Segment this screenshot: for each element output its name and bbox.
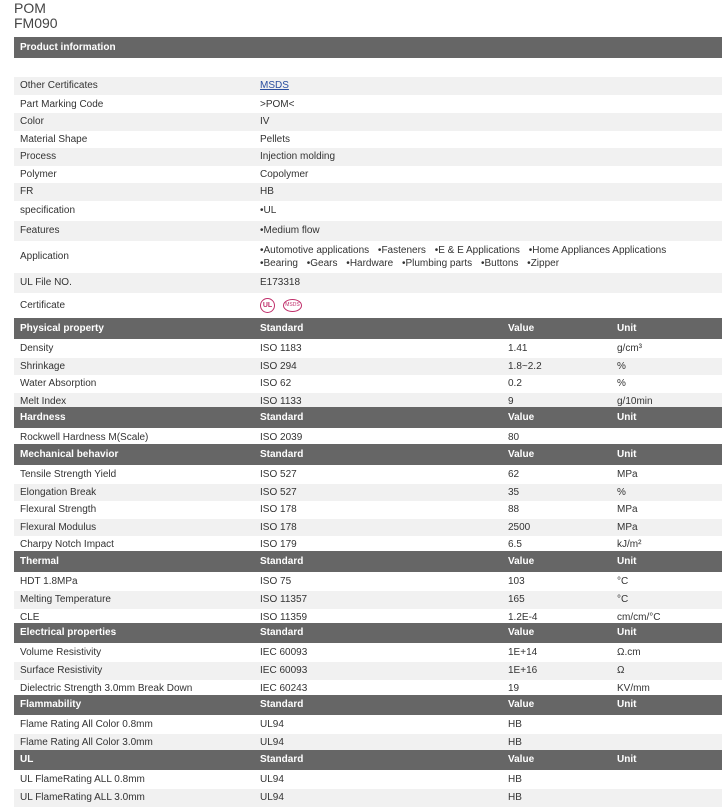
property-row bbox=[14, 519, 722, 537]
column-header-unit: Unit bbox=[617, 627, 637, 638]
section-header bbox=[14, 695, 722, 715]
property-unit: g/10min bbox=[617, 395, 653, 407]
property-name: Dielectric Strength 3.0mm Break Down bbox=[20, 683, 193, 694]
property-value: HB bbox=[508, 792, 522, 803]
property-name: Water Absorption bbox=[20, 378, 97, 389]
property-value: 0.2 bbox=[508, 378, 522, 389]
application-line-1 bbox=[260, 245, 666, 257]
property-unit: °C bbox=[617, 594, 629, 605]
application-item: • Home Appliances Applications bbox=[529, 245, 667, 256]
column-header-value: Value bbox=[508, 754, 535, 765]
specification-item: • UL bbox=[260, 201, 276, 221]
property-unit: g/cm³ bbox=[617, 343, 642, 354]
info-label: Certificate bbox=[20, 300, 66, 311]
product-grade-title: FM090 bbox=[14, 15, 58, 31]
info-row-polymer bbox=[14, 166, 722, 183]
property-name: Rockwell Hardness M(Scale) bbox=[20, 432, 149, 443]
property-unit: % bbox=[617, 360, 626, 372]
info-value: E173318 bbox=[260, 277, 301, 288]
feature-item: • Medium flow bbox=[260, 221, 320, 241]
section-header bbox=[14, 750, 722, 770]
column-header-value: Value bbox=[508, 556, 535, 567]
column-header-value: Value bbox=[508, 412, 535, 423]
msds-certificate-icon[interactable]: MSDS bbox=[283, 299, 302, 312]
info-value: Pellets bbox=[260, 134, 291, 145]
application-item: • Fasteners bbox=[378, 245, 426, 256]
property-row bbox=[14, 573, 722, 591]
property-unit: °C bbox=[617, 576, 629, 587]
property-row bbox=[14, 591, 722, 609]
property-row bbox=[14, 501, 722, 519]
section-title: UL bbox=[20, 754, 34, 765]
column-header-standard: Standard bbox=[260, 412, 304, 423]
column-header-standard: Standard bbox=[260, 449, 304, 460]
application-line-2 bbox=[260, 258, 559, 270]
product-information-header bbox=[14, 37, 722, 58]
property-value: HB bbox=[508, 737, 522, 748]
property-unit: KV/mm bbox=[617, 683, 650, 694]
property-standard: ISO 11357 bbox=[260, 594, 308, 605]
property-name: UL FlameRating ALL 3.0mm bbox=[20, 792, 145, 803]
info-row-other-certificates bbox=[14, 77, 722, 95]
property-name: Melting Temperature bbox=[20, 594, 111, 605]
property-value: 62 bbox=[508, 469, 520, 480]
section-header bbox=[14, 407, 722, 428]
info-value: Copolymer bbox=[260, 169, 309, 180]
info-row-material-shape bbox=[14, 131, 722, 148]
property-unit: MPa bbox=[617, 504, 638, 515]
property-standard: ISO 178 bbox=[260, 504, 297, 515]
property-value: 2500 bbox=[508, 521, 531, 533]
property-standard: ISO 75 bbox=[260, 576, 292, 587]
property-unit: cm/cm/°C bbox=[617, 612, 661, 623]
property-row bbox=[14, 375, 722, 393]
column-header-standard: Standard bbox=[260, 754, 304, 765]
property-standard: ISO 11359 bbox=[260, 612, 308, 623]
application-item: • Plumbing parts bbox=[402, 258, 472, 269]
property-value: 19 bbox=[508, 683, 520, 694]
property-row bbox=[14, 789, 722, 807]
property-name: Shrinkage bbox=[20, 360, 66, 372]
property-value: 88 bbox=[508, 504, 520, 515]
application-item: • Buttons bbox=[481, 258, 518, 269]
column-header-value: Value bbox=[508, 699, 535, 710]
property-name: Elongation Break bbox=[20, 486, 97, 498]
property-standard: IEC 60093 bbox=[260, 647, 308, 658]
property-standard: ISO 1133 bbox=[260, 395, 302, 407]
column-header-unit: Unit bbox=[617, 556, 637, 567]
section-title: Flammability bbox=[20, 699, 82, 710]
column-header-unit: Unit bbox=[617, 323, 637, 334]
property-unit: % bbox=[617, 378, 626, 389]
section-title: Thermal bbox=[20, 556, 59, 567]
ul-certificate-icon[interactable]: UL bbox=[260, 298, 275, 313]
application-item: • Gears bbox=[307, 258, 338, 269]
property-value: 103 bbox=[508, 576, 525, 587]
property-name: Flexural Modulus bbox=[20, 521, 97, 533]
property-row bbox=[14, 466, 722, 484]
property-value: 80 bbox=[508, 432, 520, 443]
section-header bbox=[14, 444, 722, 465]
info-value: HB bbox=[260, 186, 274, 197]
info-row-process bbox=[14, 148, 722, 166]
info-label: Features bbox=[20, 225, 60, 236]
section-title: Physical property bbox=[20, 323, 104, 334]
column-header-unit: Unit bbox=[617, 699, 637, 710]
application-item: • Automotive applications bbox=[260, 245, 369, 256]
info-row-application bbox=[14, 242, 722, 272]
property-name: Melt Index bbox=[20, 395, 67, 407]
info-row-features bbox=[14, 221, 722, 241]
property-name: Charpy Notch Impact bbox=[20, 539, 114, 550]
property-unit: Ω.cm bbox=[617, 647, 641, 658]
section-header bbox=[14, 318, 722, 339]
property-value: 1E+16 bbox=[508, 665, 538, 676]
column-header-value: Value bbox=[508, 627, 535, 638]
column-header-standard: Standard bbox=[260, 323, 304, 334]
info-row-fr bbox=[14, 183, 722, 201]
info-label: Other Certificates bbox=[20, 80, 98, 91]
section-title: Electrical properties bbox=[20, 627, 117, 638]
column-header-unit: Unit bbox=[617, 449, 637, 460]
property-unit: % bbox=[617, 486, 626, 498]
info-value: >POM< bbox=[260, 99, 295, 110]
property-row bbox=[14, 644, 722, 662]
property-row bbox=[14, 340, 722, 358]
property-standard: UL94 bbox=[260, 737, 284, 748]
info-label: Process bbox=[20, 151, 57, 162]
section-header bbox=[14, 551, 722, 572]
application-item: • Zipper bbox=[527, 258, 559, 269]
property-value: 1.41 bbox=[508, 343, 528, 354]
msds-link[interactable]: MSDS bbox=[260, 80, 289, 91]
property-standard: UL94 bbox=[260, 719, 284, 730]
section-title: Product information bbox=[20, 42, 116, 53]
section-header bbox=[14, 623, 722, 643]
application-item: • Hardware bbox=[346, 258, 393, 269]
property-name: CLE bbox=[20, 612, 40, 623]
column-header-standard: Standard bbox=[260, 556, 304, 567]
property-value: HB bbox=[508, 719, 522, 730]
property-standard: IEC 60093 bbox=[260, 665, 308, 676]
property-standard: UL94 bbox=[260, 774, 284, 785]
section-title: Mechanical behavior bbox=[20, 449, 119, 460]
property-unit: MPa bbox=[617, 521, 638, 533]
application-item: • Bearing bbox=[260, 258, 298, 269]
info-label: UL File NO. bbox=[20, 277, 72, 288]
property-value: 1.2E-4 bbox=[508, 612, 538, 623]
property-value: 1.8~2.2 bbox=[508, 360, 542, 372]
info-row-part-marking bbox=[14, 96, 722, 113]
section-title: Hardness bbox=[20, 412, 66, 423]
property-unit: kJ/m² bbox=[617, 539, 642, 550]
property-name: UL FlameRating ALL 0.8mm bbox=[20, 774, 145, 785]
property-name: Volume Resistivity bbox=[20, 647, 102, 658]
info-value: IV bbox=[260, 116, 270, 127]
property-unit: MPa bbox=[617, 469, 638, 480]
property-name: HDT 1.8MPa bbox=[20, 576, 78, 587]
property-row bbox=[14, 358, 722, 376]
property-value: 1E+14 bbox=[508, 647, 538, 658]
property-name: Density bbox=[20, 343, 54, 354]
column-header-standard: Standard bbox=[260, 627, 304, 638]
property-standard: IEC 60243 bbox=[260, 683, 308, 694]
info-label: specification bbox=[20, 205, 76, 216]
info-label: Polymer bbox=[20, 169, 57, 180]
property-standard: ISO 294 bbox=[260, 360, 297, 372]
property-standard: ISO 178 bbox=[260, 521, 297, 533]
info-label: Part Marking Code bbox=[20, 99, 104, 110]
property-value: 35 bbox=[508, 486, 520, 498]
info-label: FR bbox=[20, 186, 34, 197]
property-standard: ISO 527 bbox=[260, 486, 297, 498]
column-header-value: Value bbox=[508, 323, 535, 334]
property-name: Tensile Strength Yield bbox=[20, 469, 117, 480]
product-family-title: POM bbox=[14, 0, 46, 16]
property-standard: ISO 62 bbox=[260, 378, 292, 389]
property-unit: Ω bbox=[617, 665, 625, 676]
info-row-ul-file bbox=[14, 273, 722, 293]
property-value: 6.5 bbox=[508, 539, 522, 550]
property-name: Flexural Strength bbox=[20, 504, 97, 515]
info-label: Application bbox=[20, 251, 69, 262]
property-row bbox=[14, 484, 722, 502]
info-row-specification bbox=[14, 201, 722, 221]
property-standard: ISO 2039 bbox=[260, 432, 303, 443]
property-name: Surface Resistivity bbox=[20, 665, 103, 676]
property-standard: UL94 bbox=[260, 792, 284, 803]
property-standard: ISO 1183 bbox=[260, 343, 302, 354]
column-header-unit: Unit bbox=[617, 412, 637, 423]
property-value: HB bbox=[508, 774, 522, 785]
info-value: Injection molding bbox=[260, 151, 336, 162]
property-standard: ISO 179 bbox=[260, 539, 297, 550]
info-label: Color bbox=[20, 116, 44, 127]
property-name: Flame Rating All Color 3.0mm bbox=[20, 737, 153, 748]
application-item: • E & E Applications bbox=[435, 245, 520, 256]
property-row bbox=[14, 662, 722, 680]
property-row bbox=[14, 716, 722, 734]
info-row-certificate bbox=[14, 294, 722, 317]
property-value: 9 bbox=[508, 395, 514, 407]
property-name: Flame Rating All Color 0.8mm bbox=[20, 719, 153, 730]
column-header-standard: Standard bbox=[260, 699, 304, 710]
property-standard: ISO 527 bbox=[260, 469, 297, 480]
column-header-unit: Unit bbox=[617, 754, 637, 765]
property-row bbox=[14, 771, 722, 789]
property-value: 165 bbox=[508, 594, 525, 605]
info-row-color bbox=[14, 113, 722, 131]
info-label: Material Shape bbox=[20, 134, 88, 145]
column-header-value: Value bbox=[508, 449, 535, 460]
